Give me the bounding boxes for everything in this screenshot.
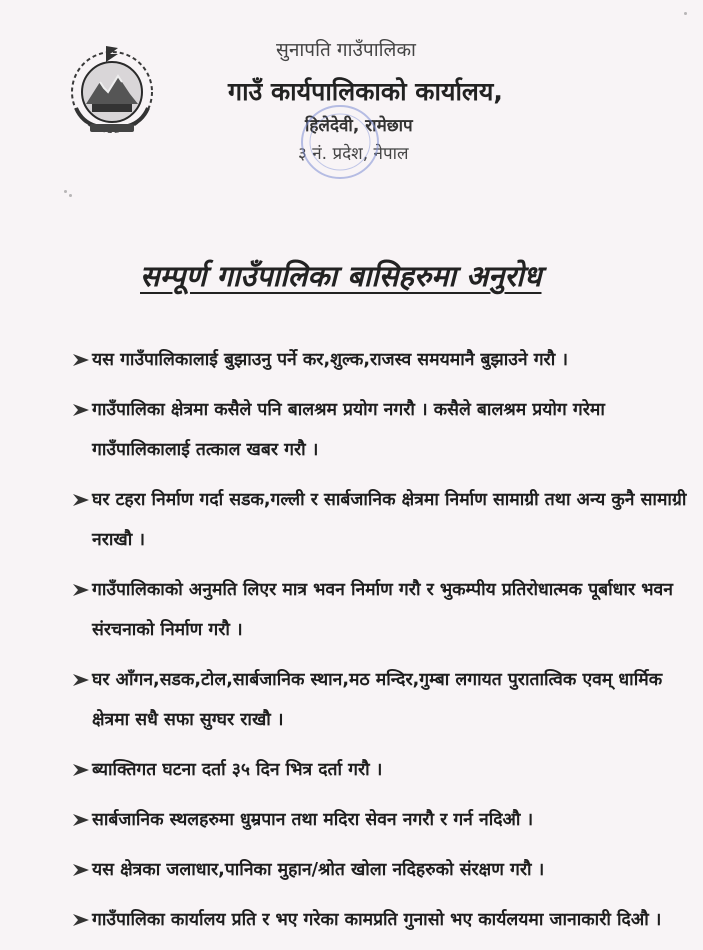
list-item-text: गाउँपालिका कार्यालय प्रति र भए गरेका कामप्रति गुनासो भए कार्यलयमा जानाकारी दिऔ । <box>92 910 662 930</box>
arrow-bullet-icon <box>70 570 92 597</box>
list-item <box>70 390 695 470</box>
arrow-bullet-icon <box>70 390 92 417</box>
arrow-bullet-icon <box>70 800 92 827</box>
list-item <box>70 480 695 560</box>
municipality-name: सुनापति गाउँपालिका <box>276 39 416 61</box>
scan-speck <box>684 12 687 15</box>
list-item <box>70 340 695 380</box>
arrow-bullet-icon <box>70 850 92 877</box>
list-item <box>70 800 695 840</box>
office-address: हिलेदेवी, रामेछाप <box>305 116 413 136</box>
list-item-text: सार्बजानिक स्थलहरुमा धुम्रपान तथा मदिरा सेवन नगरौ र गर्न नदिऔ । <box>92 810 534 830</box>
list-item-text: ब्याक्तिगत घटना दर्ता ३५ दिन भित्र दर्ता गरौ । <box>92 760 383 780</box>
arrow-bullet-icon <box>70 900 92 927</box>
list-item-text: घर टहरा निर्माण गर्दा सडक,गल्ली र सार्बजानिक क्षेत्रमा निर्माण सामाग्री तथा अन्य कुनै सामाग्री नराखौ । <box>92 490 687 550</box>
list-item <box>70 900 695 940</box>
list-item <box>70 850 695 890</box>
list-item-text: यस गाउँपालिकालाई बुझाउनु पर्ने कर,शुल्क,राजस्व समयमानै बुझाउने गरौ । <box>92 350 568 370</box>
letterhead <box>0 0 703 200</box>
nepal-emblem-icon <box>62 38 162 138</box>
office-stamp-icon <box>298 100 382 184</box>
list-item <box>70 570 695 650</box>
arrow-bullet-icon <box>70 660 92 687</box>
notice-list <box>70 340 695 950</box>
list-item <box>70 750 695 790</box>
office-name: गाउँ कार्यपालिकाको कार्यालय, <box>228 77 503 106</box>
list-item-text: गाउँपालिका क्षेत्रमा कसैले पनि बालश्रम प्रयोग नगरौ । कसैले बालश्रम प्रयोग गरेमा गाउँपालिकालाई तत्काल खबर गरौ । <box>92 400 605 460</box>
office-province: ३ नं. प्रदेश, नेपाल <box>298 144 409 164</box>
list-item-text: घर आँगन,सडक,टोल,सार्बजानिक स्थान,मठ मन्दिर,गुम्बा लगायत पुरातात्विक एवम् धार्मिक क्षेत्रमा सधै सफा सुग्घर राखौ । <box>92 670 663 730</box>
arrow-bullet-icon <box>70 340 92 367</box>
page-title: सम्पूर्ण गाउँपालिका बासिहरुमा अनुरोध <box>140 259 542 293</box>
list-item-text: यस क्षेत्रका जलाधार,पानिका मुहान/श्रोत खोला नदिहरुको संरक्षण गरौ । <box>92 860 545 880</box>
scan-speck <box>64 190 67 193</box>
scan-speck <box>69 194 72 197</box>
arrow-bullet-icon <box>70 750 92 777</box>
list-item <box>70 660 695 740</box>
arrow-bullet-icon <box>70 480 92 507</box>
list-item-text: गाउँपालिकाको अनुमति लिएर मात्र भवन निर्माण गरौ र भुकम्पीय प्रतिरोधात्मक पूर्बाधार भवन संरचनाको निर्माण गरौ । <box>92 580 673 640</box>
